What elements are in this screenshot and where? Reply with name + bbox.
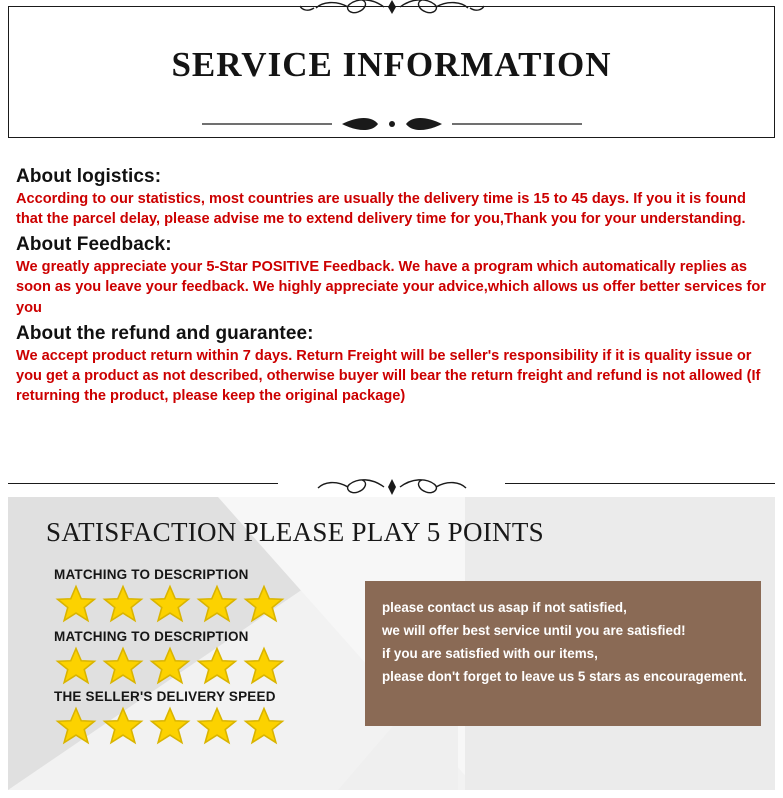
star-icon xyxy=(242,705,286,747)
section-about-feedback xyxy=(16,234,769,317)
rating-row-3 xyxy=(54,689,289,747)
star-icon xyxy=(54,583,98,625)
section-refund-guarantee xyxy=(16,323,769,406)
rating-label: MATCHING TO DESCRIPTION xyxy=(54,567,249,582)
service-information-page xyxy=(0,6,783,798)
star-icon xyxy=(195,705,239,747)
divider-line-right xyxy=(505,483,775,484)
note-line-2: we will offer best service until you are satisfied! xyxy=(382,623,686,639)
star-icon xyxy=(54,645,98,687)
service-sections xyxy=(16,166,769,411)
star-icon xyxy=(148,645,192,687)
rating-row-1 xyxy=(54,567,289,625)
section-title: About Feedback: xyxy=(16,234,172,256)
star-icon xyxy=(148,583,192,625)
star-rating-3 xyxy=(54,705,289,747)
note-line-1: please contact us asap if not satisfied, xyxy=(382,600,627,615)
satisfaction-note-box xyxy=(365,581,761,726)
star-icon xyxy=(148,705,192,747)
note-line-3: if you are satisfied with our items, xyxy=(382,646,598,662)
page-title: SERVICE INFORMATION xyxy=(171,45,612,84)
star-icon xyxy=(101,645,145,687)
rating-label: MATCHING TO DESCRIPTION xyxy=(54,629,249,644)
rating-row-2 xyxy=(54,629,289,687)
panel-title: SATISFACTION PLEASE PLAY 5 POINTS xyxy=(46,517,544,547)
corner-decoration-top-left xyxy=(8,6,22,20)
section-body: We accept product return within 7 days. Return Freight will be seller's responsibility if it is quality issue or you get a product as not described, otherwise buyer will bear the return freight and refund is not allowed (If returning the product, please keep the original package) xyxy=(16,347,761,404)
flourish-ornament-icon-top xyxy=(9,0,774,22)
flourish-ornament-icon-bottom xyxy=(9,115,774,133)
section-about-logistics xyxy=(16,166,769,229)
section-title: About the refund and guarantee: xyxy=(16,322,314,344)
corner-decoration-bottom-left xyxy=(8,124,22,138)
star-icon xyxy=(101,705,145,747)
star-icon xyxy=(101,583,145,625)
star-icon xyxy=(242,645,286,687)
star-icon xyxy=(195,645,239,687)
star-icon xyxy=(195,583,239,625)
header-banner xyxy=(8,6,775,138)
section-body: According to our statistics, most countries are usually the delivery time is 15 to 45 days. If you it is found that the parcel delay, please advise me to extend delivery time for you,Thank you for your understanding. xyxy=(16,191,746,228)
star-rating-2 xyxy=(54,645,289,687)
star-icon xyxy=(54,705,98,747)
star-icon xyxy=(242,583,286,625)
rating-label: THE SELLER'S DELIVERY SPEED xyxy=(54,689,276,704)
corner-decoration-top-right xyxy=(761,6,775,20)
section-title: About logistics: xyxy=(16,166,162,187)
note-line-4: please don't forget to leave us 5 stars as encouragement. xyxy=(382,669,747,685)
star-rating-1 xyxy=(54,583,289,625)
divider-line-left xyxy=(8,483,278,484)
section-body: We greatly appreciate your 5-Star POSITIVE Feedback. We have a program which automatically replies as soon as you leave your feedback. We highly appreciate your advice,which allows us offer better services for you xyxy=(16,259,766,316)
satisfaction-panel xyxy=(8,497,775,790)
corner-decoration-bottom-right xyxy=(761,124,775,138)
